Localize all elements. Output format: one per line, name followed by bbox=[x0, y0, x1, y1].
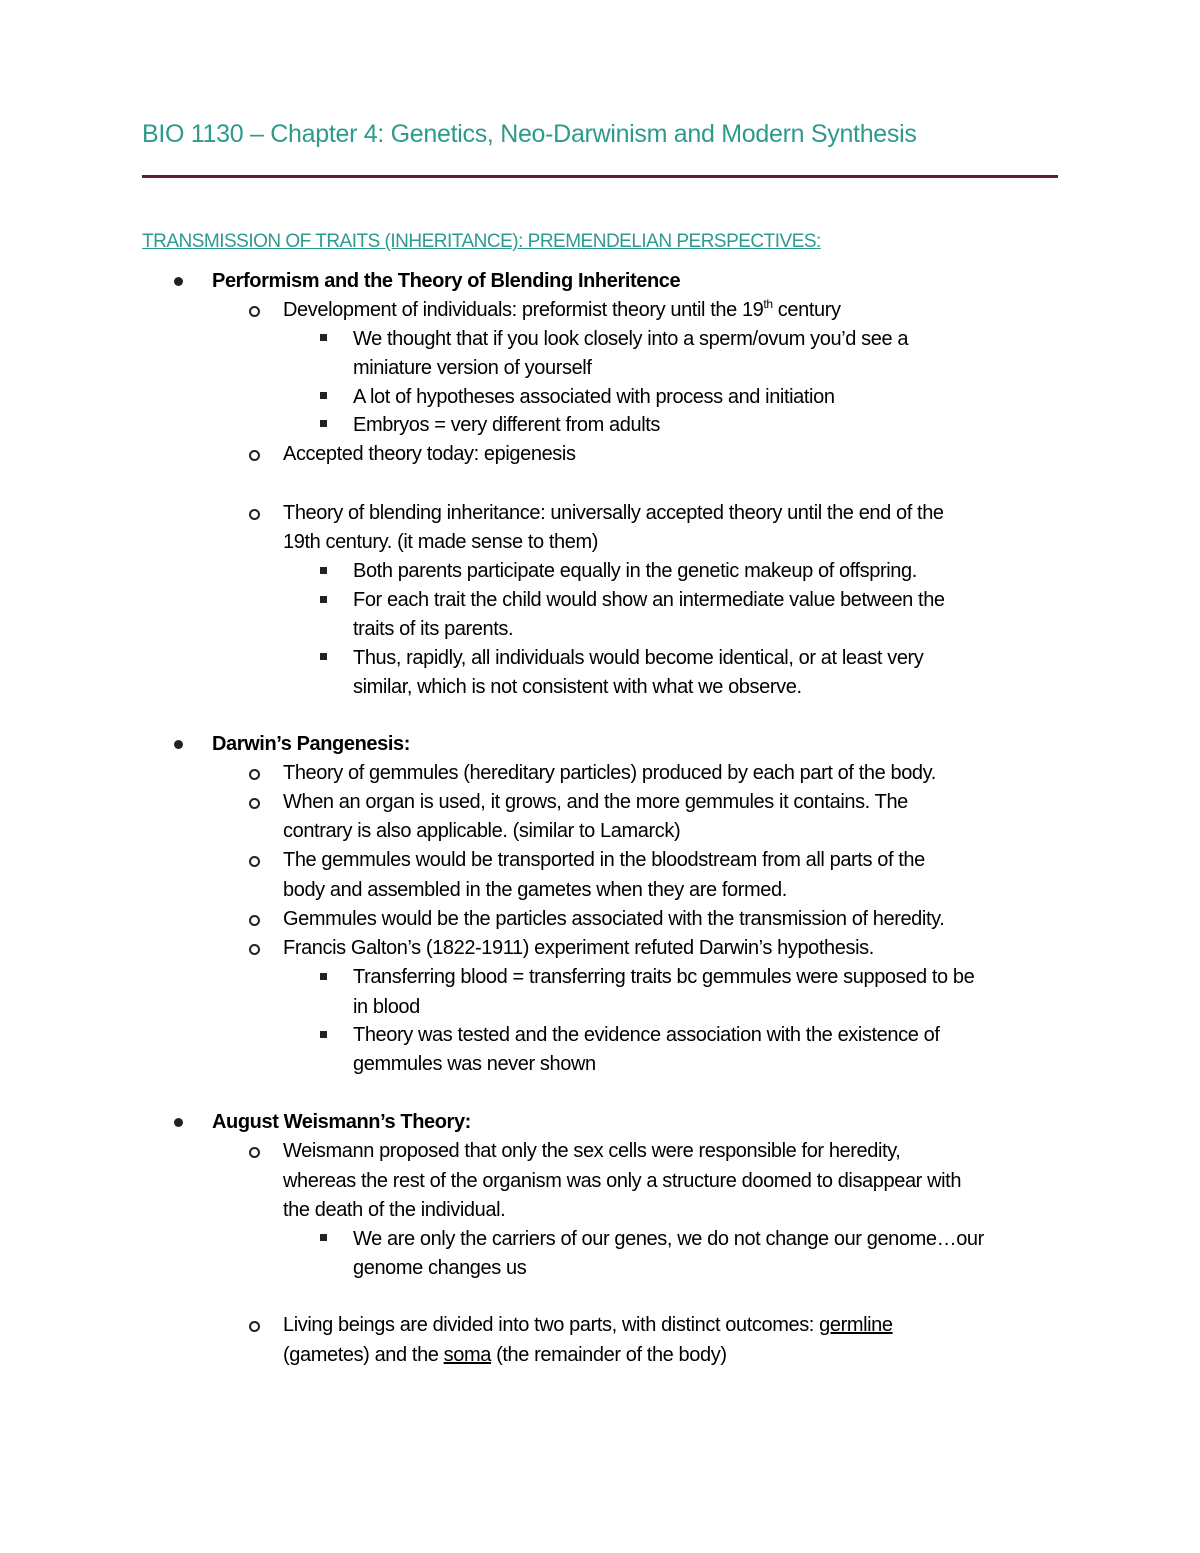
circle-bullet-icon bbox=[249, 450, 260, 461]
list-item: Theory of gemmules (hereditary particles) produced by each part of the body. bbox=[283, 762, 936, 784]
list-item: Living beings are divided into two parts, with distinct outcomes: germline bbox=[283, 1314, 893, 1336]
document-title: BIO 1130 – Chapter 4: Genetics, Neo-Darwinism and Modern Synthesis bbox=[142, 120, 917, 148]
square-bullet-icon bbox=[320, 1234, 327, 1241]
list-item-continued: whereas the rest of the organism was only a structure doomed to disappear with bbox=[283, 1170, 962, 1192]
list-item: Gemmules would be the particles associated with the transmission of heredity. bbox=[283, 908, 945, 930]
list-item-continued: traits of its parents. bbox=[353, 618, 514, 640]
list-item: When an organ is used, it grows, and the more gemmules it contains. The bbox=[283, 791, 908, 813]
list-item-continued: the death of the individual. bbox=[283, 1199, 506, 1221]
circle-bullet-icon bbox=[249, 856, 260, 867]
list-item-continued: miniature version of yourself bbox=[353, 357, 592, 379]
square-bullet-icon bbox=[320, 973, 327, 980]
square-bullet-icon bbox=[320, 334, 327, 341]
list-item: The gemmules would be transported in the bloodstream from all parts of the bbox=[283, 849, 925, 871]
germline-term: germline bbox=[819, 1314, 893, 1336]
circle-bullet-icon bbox=[249, 944, 260, 955]
weismann-heading: August Weismann’s Theory: bbox=[212, 1111, 471, 1133]
list-item-continued: contrary is also applicable. (similar to Lamarck) bbox=[283, 820, 681, 842]
list-item-continued: similar, which is not consistent with what we observe. bbox=[353, 676, 802, 698]
circle-bullet-icon bbox=[249, 509, 260, 520]
disc-bullet-icon bbox=[174, 277, 183, 286]
square-bullet-icon bbox=[320, 420, 327, 427]
performism-heading: Performism and the Theory of Blending Inheritence bbox=[212, 270, 681, 292]
list-item: Theory was tested and the evidence association with the existence of bbox=[353, 1024, 940, 1046]
list-item-continued: (gametes) and the soma (the remainder of the body) bbox=[283, 1344, 727, 1366]
list-item: Thus, rapidly, all individuals would become identical, or at least very bbox=[353, 647, 924, 669]
circle-bullet-icon bbox=[249, 915, 260, 926]
list-item: We are only the carriers of our genes, we do not change our genome…our bbox=[353, 1228, 984, 1250]
list-item: Theory of blending inheritance: universally accepted theory until the end of the bbox=[283, 502, 944, 524]
soma-term: soma bbox=[443, 1344, 491, 1366]
circle-bullet-icon bbox=[249, 306, 260, 317]
list-item-continued: body and assembled in the gametes when they are formed. bbox=[283, 879, 787, 901]
circle-bullet-icon bbox=[249, 798, 260, 809]
list-item-continued: in blood bbox=[353, 996, 420, 1018]
square-bullet-icon bbox=[320, 653, 327, 660]
list-item: Development of individuals: preformist theory until the 19th century bbox=[283, 297, 841, 321]
disc-bullet-icon bbox=[174, 740, 183, 749]
list-item-continued: gemmules was never shown bbox=[353, 1053, 596, 1075]
disc-bullet-icon bbox=[174, 1118, 183, 1127]
circle-bullet-icon bbox=[249, 1321, 260, 1332]
list-item: Weismann proposed that only the sex cells were responsible for heredity, bbox=[283, 1140, 901, 1162]
list-item: A lot of hypotheses associated with process and initiation bbox=[353, 386, 835, 408]
square-bullet-icon bbox=[320, 392, 327, 399]
list-item-continued: genome changes us bbox=[353, 1257, 527, 1279]
square-bullet-icon bbox=[320, 596, 327, 603]
section-heading: TRANSMISSION OF TRAITS (INHERITANCE): PREMENDELIAN PERSPECTIVES: bbox=[142, 231, 821, 252]
circle-bullet-icon bbox=[249, 769, 260, 780]
list-item: Accepted theory today: epigenesis bbox=[283, 443, 576, 465]
pangenesis-heading: Darwin’s Pangenesis: bbox=[212, 733, 410, 755]
circle-bullet-icon bbox=[249, 1147, 260, 1158]
list-item: Francis Galton’s (1822-1911) experiment refuted Darwin’s hypothesis. bbox=[283, 937, 874, 959]
square-bullet-icon bbox=[320, 567, 327, 574]
list-item: Both parents participate equally in the genetic makeup of offspring. bbox=[353, 560, 917, 582]
list-item: We thought that if you look closely into a sperm/ovum you’d see a bbox=[353, 328, 909, 350]
list-item: For each trait the child would show an intermediate value between the bbox=[353, 589, 945, 611]
list-item-continued: 19th century. (it made sense to them) bbox=[283, 531, 598, 553]
list-item: Transferring blood = transferring traits bc gemmules were supposed to be bbox=[353, 966, 975, 988]
square-bullet-icon bbox=[320, 1031, 327, 1038]
list-item: Embryos = very different from adults bbox=[353, 414, 661, 436]
